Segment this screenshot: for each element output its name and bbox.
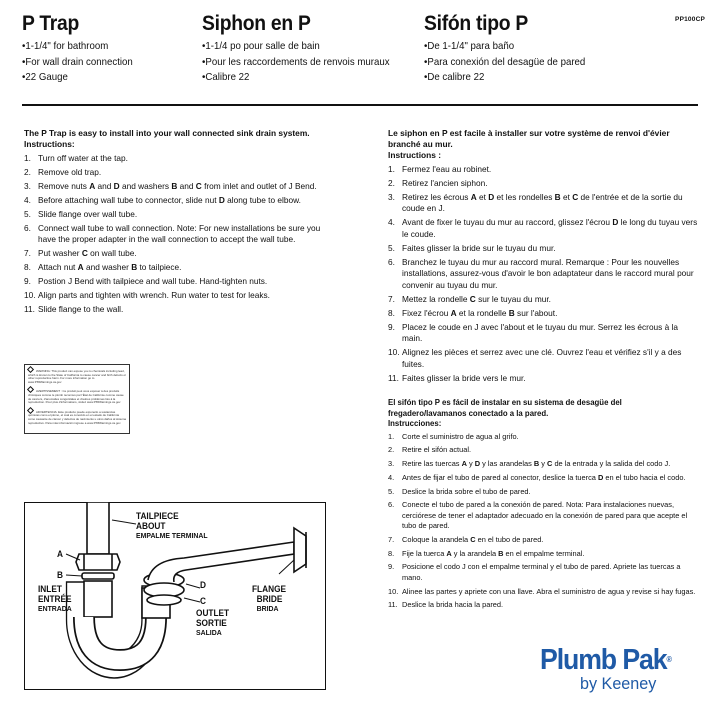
step-text: Fixez l'écrou A et la rondelle B sur l'about. [402, 307, 558, 318]
step-number: 9. [24, 276, 31, 287]
instruction-step [388, 445, 698, 456]
header-spanish [424, 12, 599, 86]
step-number: 7. [388, 535, 395, 545]
label-d: D [200, 580, 206, 590]
step-number: 4. [24, 194, 31, 205]
washer-c [147, 595, 181, 605]
bullet: • For wall drain connection [22, 55, 133, 71]
outlet-label: OUTLET SORTIE SALIDA [196, 608, 230, 637]
step-number: 3. [24, 180, 31, 191]
step-number: 3. [388, 459, 395, 469]
step-text: Slide flange to the wall. [38, 304, 124, 315]
instruction-step [388, 535, 698, 546]
instruction-step [24, 153, 324, 165]
french-steps [388, 164, 698, 385]
step-number: 11. [24, 304, 35, 315]
french-section [388, 128, 698, 387]
instruction-step [388, 587, 698, 598]
spanish-section [388, 398, 698, 614]
warning-english: WARNING: This product can expose you to chemicals including lead, which is known to the State of California to cause cancer and birth defects or other reproductive harm. For more information go to www.P65Warnings.ca.gov [28, 367, 126, 384]
instruction-step [388, 178, 698, 190]
step-number: 2. [388, 177, 395, 188]
instruction-step [388, 322, 698, 345]
step-text: Deslice la brida hacia la pared. [402, 600, 504, 610]
step-number: 4. [388, 217, 395, 228]
instruction-step [388, 257, 698, 292]
spanish-intro: El sifón tipo P es fácil de instalar en su sistema de desagüe del fregadero/lavamanos conectado a la pared. [388, 398, 622, 418]
step-number: 9. [388, 321, 395, 332]
bullet: • 1-1/4 po pour salle de bain [202, 39, 390, 55]
step-text: Corte el suministro de agua al grifo. [402, 431, 519, 441]
step-text: Postion J Bend with tailpiece and wall tube. Hand-tighten nuts. [38, 276, 268, 287]
instruction-step [388, 562, 698, 583]
step-number: 4. [388, 472, 395, 482]
step-number: 8. [24, 262, 31, 273]
step-number: 11. [388, 600, 398, 610]
bullets-french [202, 39, 406, 86]
step-text: Retire el sifón actual. [402, 445, 472, 455]
step-number: 9. [388, 562, 395, 572]
spanish-steps [388, 432, 698, 611]
step-text: Put washer C on wall tube. [38, 248, 137, 259]
step-number: 8. [388, 548, 395, 558]
bullet: • 22 Gauge [22, 70, 133, 86]
step-text: Branchez le tuyau du mur au raccord mural. Remarque : Pour les nouvelles installations, assurez-vous d'avoir le bon adaptateur dans le raccord mural pour convenir au tuyau du mur. [402, 256, 694, 290]
bullet: • De calibre 22 [424, 70, 585, 86]
wall-tube [148, 542, 294, 582]
instruction-step [388, 347, 698, 370]
step-number: 1. [388, 431, 395, 441]
step-number: 11. [388, 373, 399, 383]
brand-name: Plumb Pak® [540, 644, 672, 676]
warning-spanish: ADVERTENCIA: Este producto puede exponerlo a sustancias químicas como el plomo, el cual es conocido en el estado de California como causante de cáncer y defectos de nacimiento u otros daños al sistema reproductivo. Para más información ingrese a www.P65Warnings.ca.gov [28, 408, 126, 425]
step-text: Retire las tuercas A y D y las arandelas B y C de la entrada y la salida del codo J. [402, 459, 671, 469]
step-number: 3. [388, 191, 395, 202]
english-steps [24, 153, 324, 316]
instruction-step [24, 223, 324, 246]
instruction-step [388, 600, 698, 611]
step-text: Turn off water at the tap. [38, 152, 128, 163]
prop65-warning-box [24, 364, 130, 434]
bullet: • Para conexión del desagüe de pared [424, 55, 585, 71]
label-b: B [57, 570, 63, 580]
instruction-step [24, 209, 324, 221]
tailpiece-label: TAILPIECE ABOUT EMPALME TERMINAL [136, 511, 208, 540]
step-number: 10. [24, 290, 36, 301]
flange-label: FLANGE BRIDE BRIDA [252, 584, 287, 613]
product-code: PP100CP [675, 16, 705, 23]
instruction-step [388, 487, 698, 498]
instruction-step [388, 164, 698, 176]
step-number: 1. [388, 163, 395, 174]
step-text: Align parts and tighten with wrench. Run water to test for leaks. [38, 290, 270, 301]
step-text: Alinee las partes y apriete con una llave. Abra el suministro de agua y revise si hay fugas. [402, 586, 696, 596]
step-text: Mettez la rondelle C sur le tuyau du mur. [402, 293, 551, 304]
title-english: P Trap [22, 12, 80, 35]
label-c: C [200, 596, 206, 606]
english-instructions-label: Instructions: [24, 139, 75, 149]
step-text: Remove old trap. [38, 166, 102, 177]
bullet: • 1-1/4" for bathroom [22, 39, 133, 55]
tailpiece-tube [87, 502, 109, 554]
step-text: Faites glisser la bride vers le mur. [402, 373, 526, 383]
nut-a [76, 554, 120, 570]
step-text: Before attaching wall tube to connector, slide nut D along tube to elbow. [38, 194, 301, 205]
step-text: Alignez les pièces et serrez avec une clé. Ouvrez l'eau et vérifiez s'il y a des fuites. [402, 347, 682, 370]
header-english [22, 12, 142, 86]
step-text: Retirez les écrous A et D et les rondelles B et C de l'entrée et de la sortie du coude en J. [402, 191, 683, 214]
warning-french: AVERTISSEMENT : Ce produit peut vous exposer à des produits chimiques comme le plomb reconnus par l'État de Californie comme cause de cancers, d'anomalies congénitales et d'autres problèmes liés à la reproduction. Pour plus d'informations, visitez www.P65Warnings.ca.gov [28, 387, 126, 404]
instruction-step [388, 243, 698, 255]
inlet-label: INLET ENTRÉE ENTRADA [38, 584, 72, 613]
english-section [24, 128, 324, 318]
step-text: Remove nuts A and D and washers B and C from inlet and outlet of J Bend. [38, 180, 317, 191]
step-number: 5. [24, 208, 31, 219]
english-intro: The P Trap is easy to install into your wall connected sink drain system. [24, 128, 310, 138]
instruction-step [388, 473, 698, 484]
instruction-step [24, 195, 324, 207]
step-number: 10. [388, 586, 399, 596]
instruction-step [388, 308, 698, 320]
step-number: 7. [24, 248, 31, 259]
j-bend-inlet [84, 581, 112, 617]
step-text: Attach nut A and washer B to tailpiece. [38, 262, 182, 273]
step-text: Antes de fijar el tubo de pared al conector, deslice la tuerca D en el tubo hacia el codo. [402, 472, 686, 482]
instruction-step [388, 373, 698, 385]
instruction-step [388, 432, 698, 443]
bullet: • Pour les raccordements de renvois muraux [202, 55, 390, 71]
french-instructions-label: Instructions : [388, 150, 442, 160]
step-number: 6. [388, 500, 395, 510]
label-a: A [57, 549, 63, 559]
bullets-english [22, 39, 142, 86]
step-number: 8. [388, 307, 395, 318]
step-text: Placez le coude en J avec l'about et le tuyau du mur. Serrez les écrous à la main. [402, 321, 678, 344]
instruction-step [388, 500, 698, 532]
step-number: 5. [388, 486, 395, 496]
step-number: 2. [388, 445, 395, 455]
instruction-step [388, 459, 698, 470]
flange [294, 528, 306, 572]
title-french: Siphon en P [202, 12, 311, 35]
instruction-step [24, 304, 324, 316]
instruction-step [388, 294, 698, 306]
header [0, 0, 719, 104]
bullet: • De 1-1/4" para baño [424, 39, 585, 55]
step-number: 6. [24, 222, 31, 233]
step-number: 7. [388, 293, 395, 304]
step-number: 5. [388, 242, 395, 253]
step-text: Fije la tuerca A y la arandela B en el empalme terminal. [402, 548, 585, 558]
washer-b [82, 573, 114, 579]
instruction-step [388, 192, 698, 215]
step-text: Slide flange over wall tube. [38, 208, 138, 219]
instruction-step [24, 262, 324, 274]
step-text: Deslice la brida sobre el tubo de pared. [402, 486, 531, 496]
step-text: Posicione el codo J con el empalme terminal y el tubo de pared. Apriete las tuercas a mano. [402, 562, 681, 583]
step-text: Avant de fixer le tuyau du mur au raccord, glissez l'écrou D le long du tuyau vers le coude. [402, 217, 698, 239]
french-intro: Le siphon en P est facile à installer sur votre système de renvoi d'évier branché au mur. [388, 128, 670, 149]
brand-sub: by Keeney [580, 674, 657, 693]
p-trap-diagram [24, 502, 326, 690]
instruction-step [24, 248, 324, 260]
instruction-step [388, 549, 698, 560]
header-french [202, 12, 406, 86]
step-text: Retirez l'ancien siphon. [402, 177, 488, 188]
step-number: 1. [24, 152, 31, 163]
step-text: Faites glisser la bride sur le tuyau du mur. [402, 242, 556, 253]
bullet: • Calibre 22 [202, 70, 390, 86]
plumb-pak-logo [540, 645, 710, 693]
instruction-step [388, 217, 698, 240]
step-text: Coloque la arandela C en el tubo de pared. [402, 535, 544, 545]
step-number: 6. [388, 256, 395, 267]
instruction-step [24, 167, 324, 179]
title-spanish: Sifón tipo P [424, 12, 529, 35]
spanish-instructions-label: Instrucciones: [388, 419, 442, 429]
step-text: Connect wall tube to wall connection. Note: For new installations be sure you have the proper adapter in the wall connection to accept the wall tube. [38, 222, 321, 245]
step-text: Conecte el tubo de pared a la conexión de pared. Nota: Para instalaciones nuevas, cerciórese de tener el adaptador adecuado en la conexión de pared para que acepte el tubo de pared. [402, 500, 688, 531]
step-text: Fermez l'eau au robinet. [402, 163, 492, 174]
instruction-step [24, 181, 324, 193]
bullets-spanish [424, 39, 599, 86]
header-divider [22, 104, 698, 106]
instruction-step [24, 290, 324, 302]
step-number: 10. [388, 347, 400, 358]
step-number: 2. [24, 166, 31, 177]
instruction-step [24, 276, 324, 288]
